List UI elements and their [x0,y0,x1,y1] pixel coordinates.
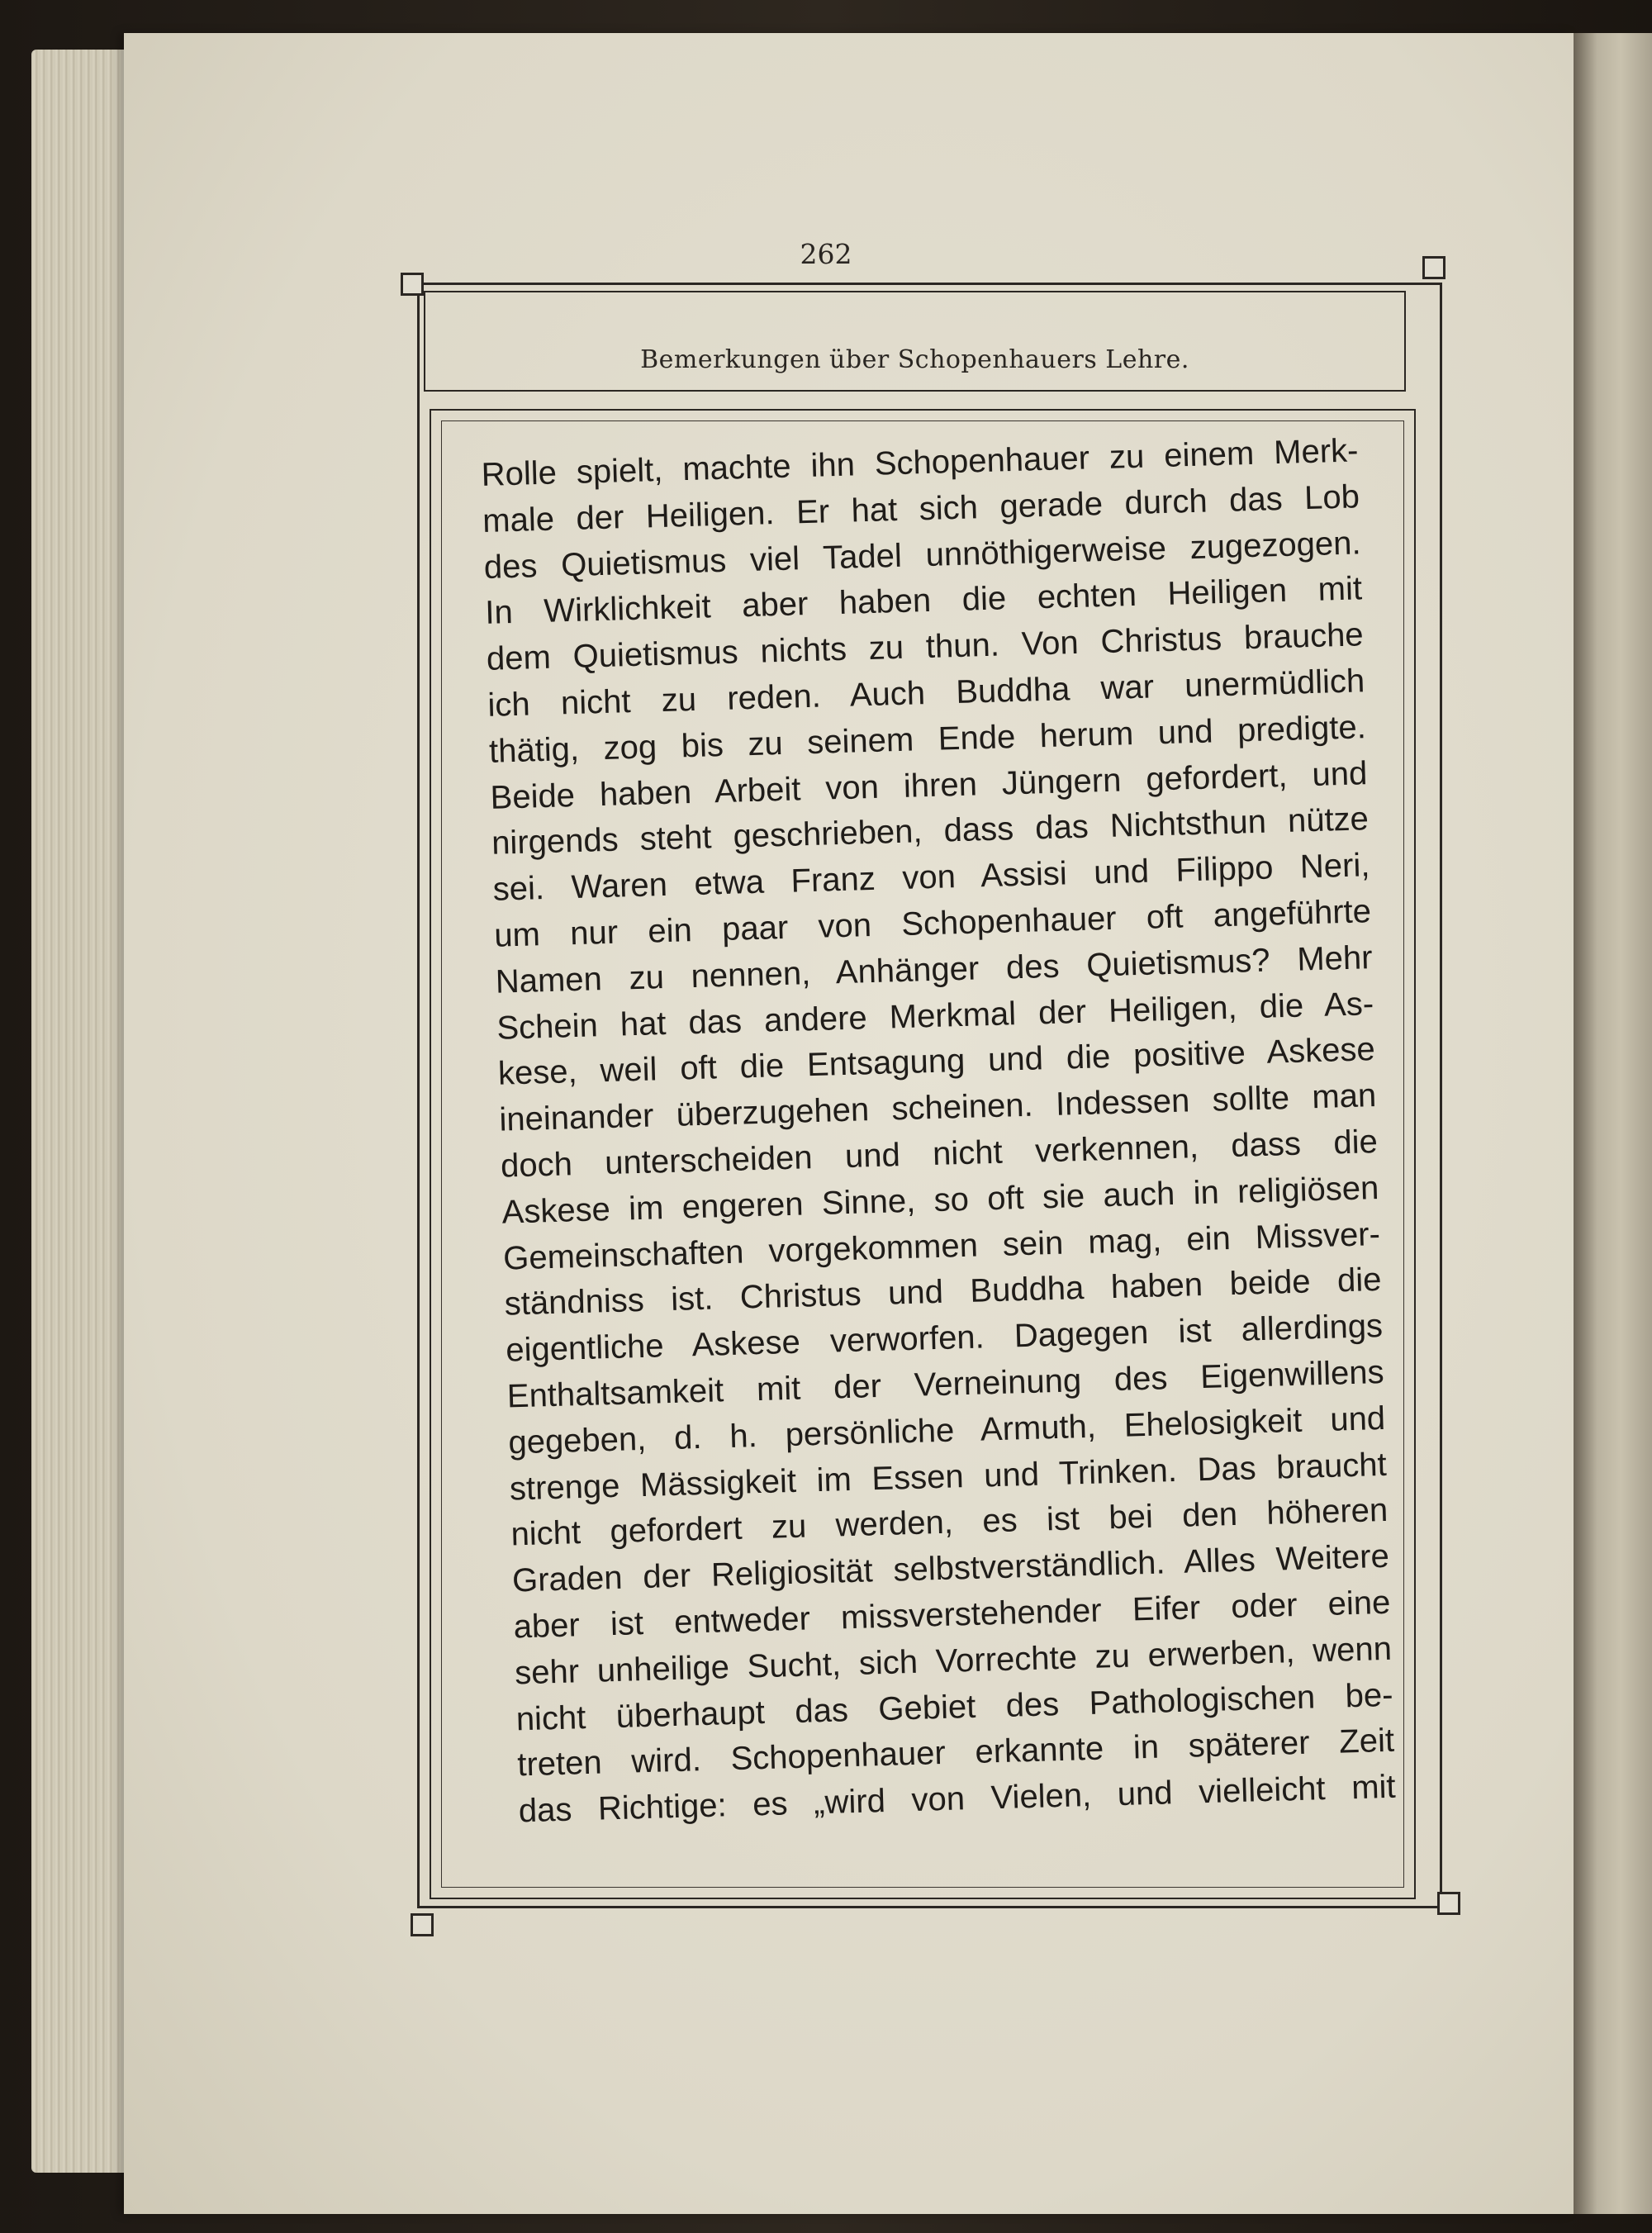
frame-corner-bottom-right [1437,1892,1460,1915]
text-line: gegeben, d. h. persönliche Armuth, Ehelosigkeit und [507,1399,1386,1461]
text-line: doch unterscheiden und nicht verkennen, dass die [500,1123,1379,1185]
text-line: nirgends steht geschrieben, dass das Nichtsthun nütze [491,801,1370,862]
page-number: 262 [800,238,852,270]
text-line: In Wirklichkeit aber haben die echten Heiligen mit [484,570,1363,632]
text-line: ständniss ist. Christus und Buddha haben beide die [504,1261,1382,1323]
text-line: Beide haben Arbeit von ihren Jüngern gefordert, und [490,754,1368,816]
text-line: nicht gefordert zu werden, es ist bei den höheren [510,1492,1389,1553]
text-line: Gemeinschaften vorgekommen sein mag, ein Missver- [502,1215,1381,1277]
text-line: male der Heiligen. Er hat sich gerade durch das Lob [482,478,1360,539]
text-line: Namen zu nennen, Anhänger des Quietismus? Mehr [495,938,1374,1000]
text-line: thätig, zog bis zu seinem Ende herum und predigte. [488,708,1367,770]
text-line: strenge Mässigkeit im Essen und Trinken. Das braucht [509,1446,1388,1508]
text-line: sehr unheilige Sucht, sich Vorrechte zu erwerben, wenn [514,1630,1393,1692]
frame-corner-top-left [401,273,424,296]
text-line: aber ist entweder missverstehender Eifer oder eine [513,1584,1391,1646]
text-line: eigentliche Askese verworfen. Dagegen ist allerdings [505,1308,1384,1369]
text-line: kese, weil oft die Entsagung und die positive Askese [497,1031,1376,1093]
running-head: Bemerkungen über Schopenhauers Lehre. [640,345,1189,374]
text-line: nicht überhaupt das Gebiet des Pathologischen be- [515,1676,1394,1737]
text-line: Schein hat das andere Merkmal der Heiligen, die As- [496,985,1374,1047]
text-line: dem Quietismus nichts zu thun. Von Christus brauche [486,616,1365,678]
book-gutter [1574,33,1652,2214]
text-line: des Quietismus viel Tadel unnöthigerweise zugezogen. [483,524,1362,586]
text-line: treten wird. Schopenhauer erkannte in späterer Zeit [516,1722,1395,1784]
text-line: sei. Waren etwa Franz von Assisi und Filippo Neri, [492,847,1370,908]
text-line: Rolle spielt, machte ihn Schopenhauer zu einem Merk- [481,432,1359,493]
running-head-box [424,291,1406,392]
body-text [481,428,1396,1835]
text-line: ich nicht zu reden. Auch Buddha war unermüdlich [487,663,1365,724]
text-line: das Richtige: es „wird von Vielen, und vielleicht mit [518,1768,1397,1830]
text-line: um nur ein paar von Schopenhauer oft angeführte [493,893,1372,954]
text-line: Graden der Religiosität selbstverständlich. Alles Weitere [511,1537,1390,1599]
frame-corner-top-right [1422,256,1446,279]
frame-corner-bottom-left [411,1913,434,1936]
text-line: ineinander überzugehen scheinen. Indessen sollte man [498,1077,1377,1138]
text-line: Askese im engeren Sinne, so oft sie auch in religiösen [501,1169,1379,1231]
text-line: Enthaltsamkeit mit der Verneinung des Eigenwillens [506,1353,1385,1415]
